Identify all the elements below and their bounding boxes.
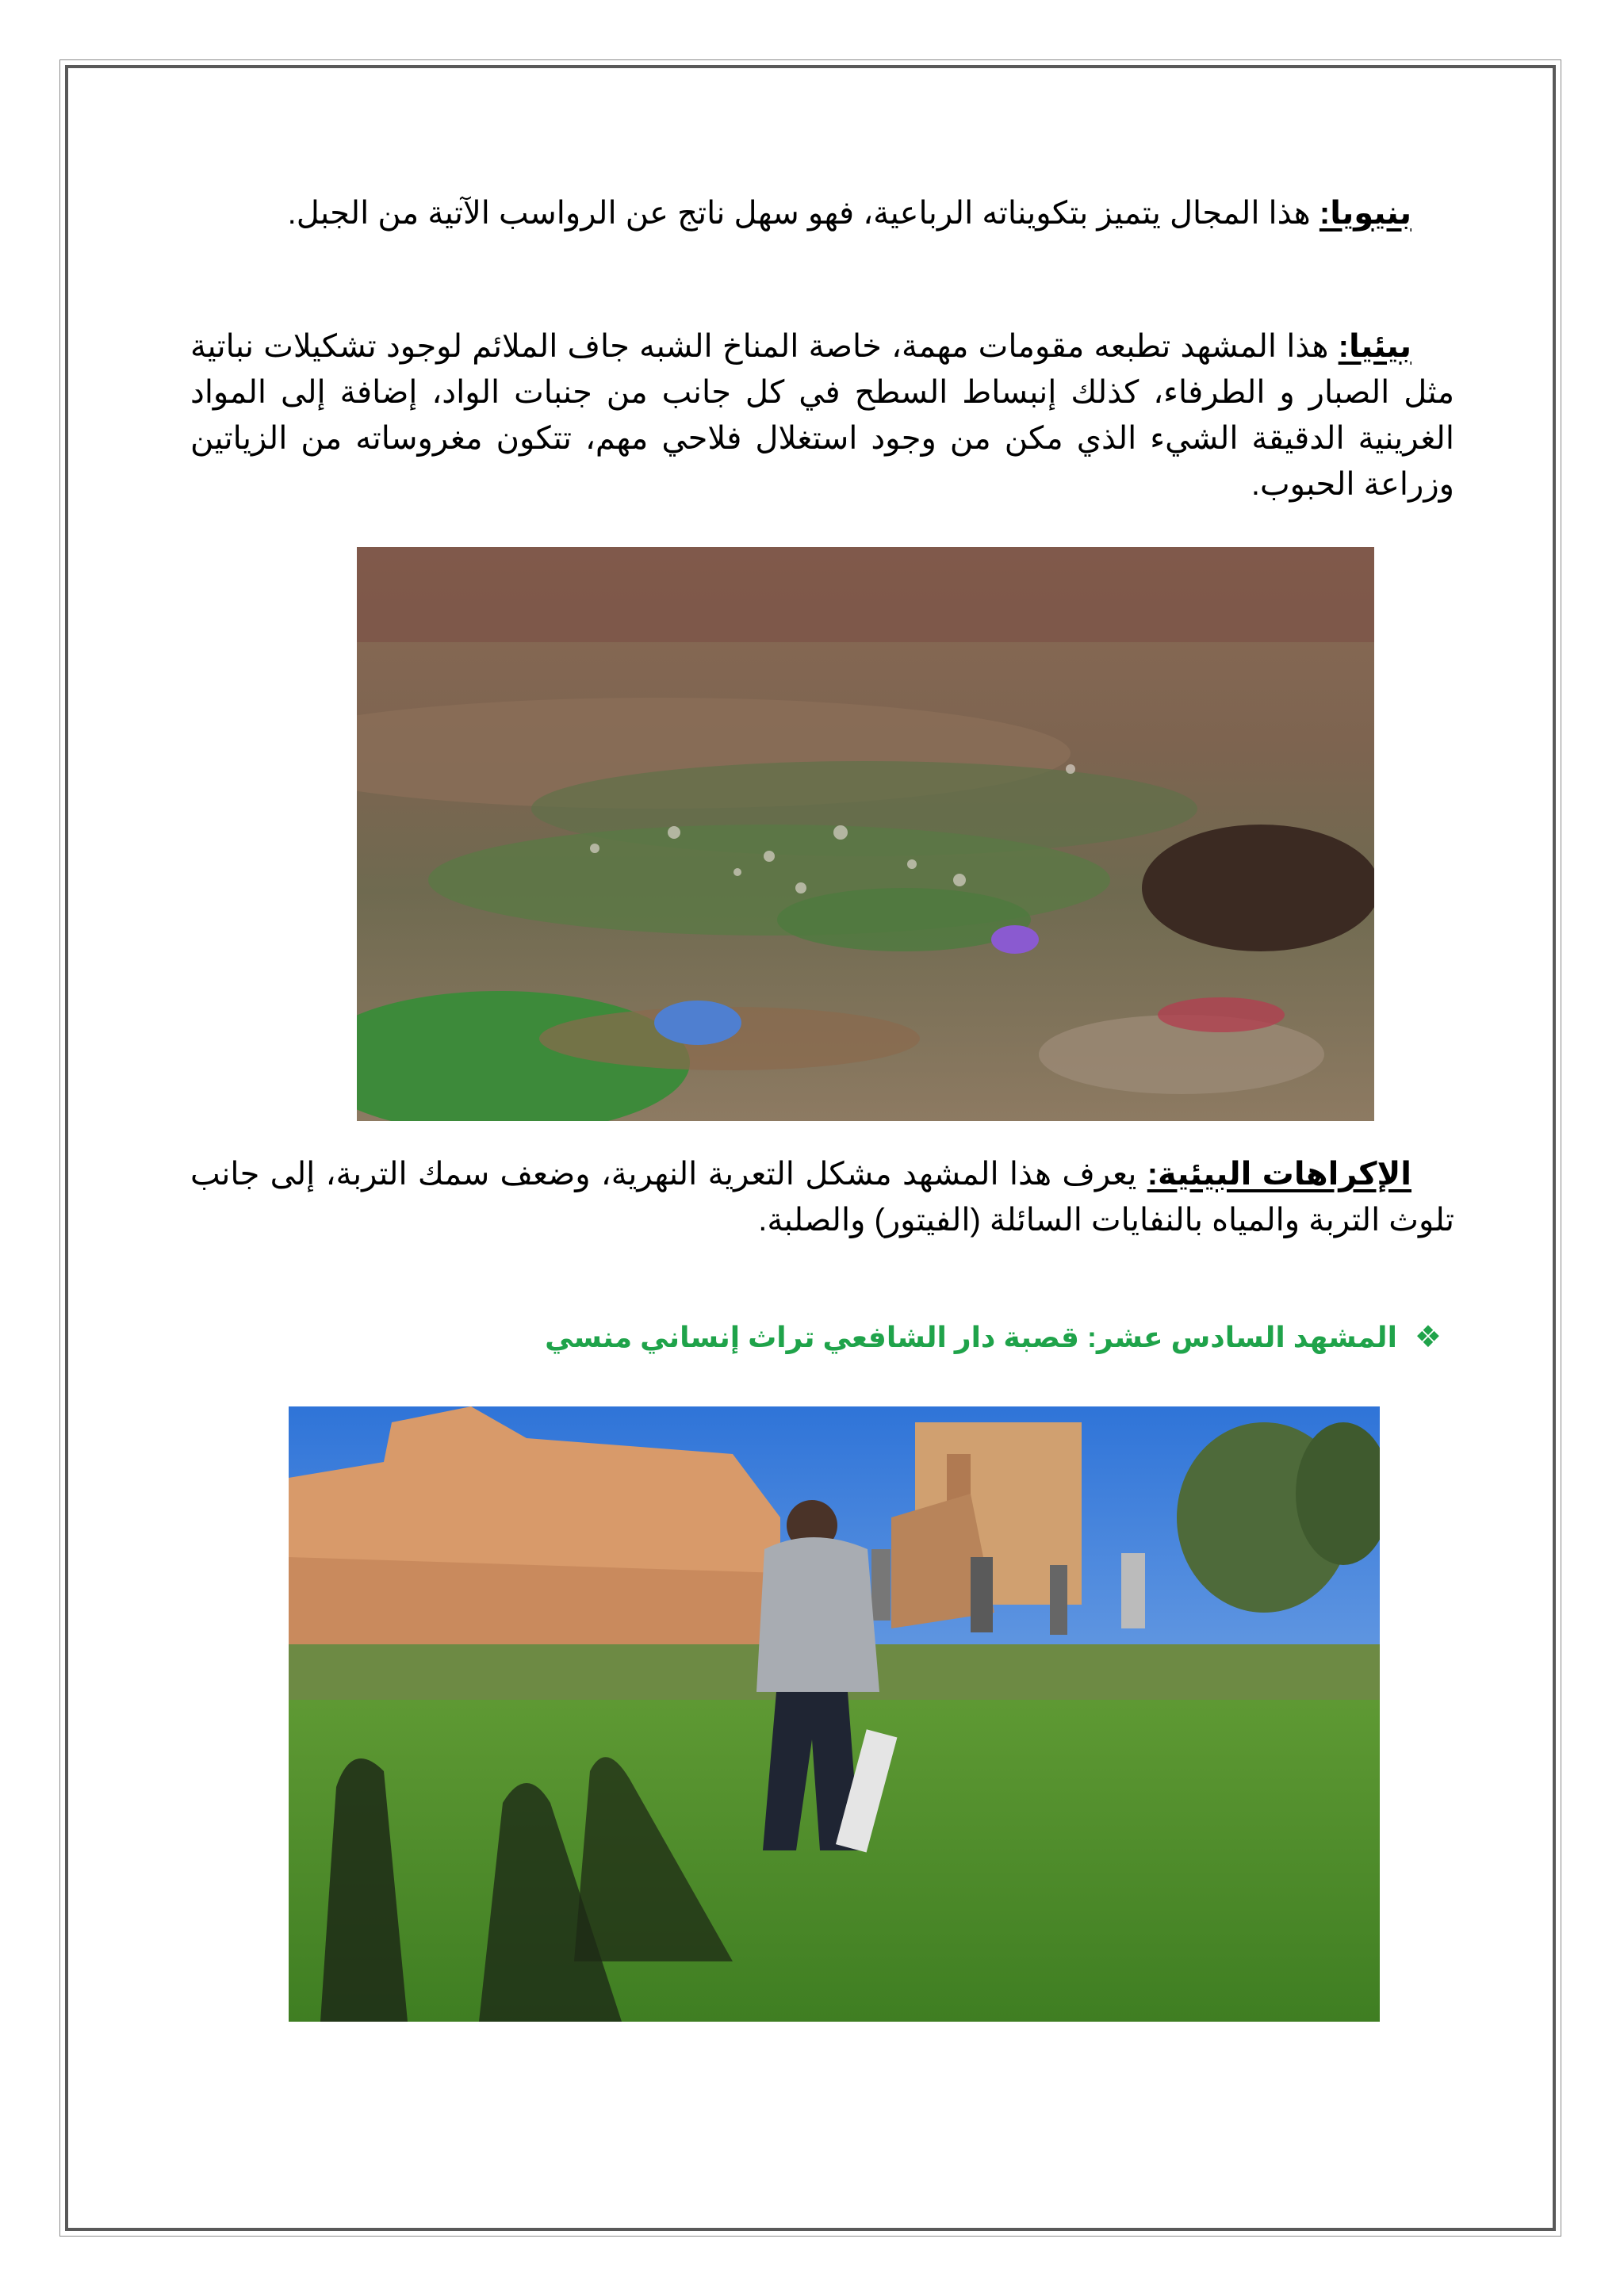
photo-riverbank-waste: [357, 547, 1374, 1121]
section-heading: [545, 1319, 1442, 1355]
paragraph-constraints: [190, 1151, 1454, 1243]
constraints-text: يعرف هذا المشهد مشكل التعرية النهرية، وضعف سمك التربة، إلى جانب تلوث التربة والمياه بالنفايات السائلة (الفيتور) والصلبة.: [190, 1157, 1454, 1238]
diamond-bullet-icon: ❖: [1414, 1321, 1442, 1354]
term-geology: بنيويا:: [1319, 196, 1411, 231]
environment-text: هذا المشهد تطبعه مقومات مهمة، خاصة المناخ الشبه جاف الملائم لوجود تشكيلات نباتية مثل الصبار و الطرفاء، كذلك إنبساط السطح في كل جانب من جنبات الواد، إضافة إلى المواد الغرينية الدقيقة الشيء الذي مكن من وجود استغلال فلاحي مهم، تتكون مغروساته من الزياتين وزراعة الحبوب.: [190, 329, 1454, 502]
term-environment: بيئيا:: [1338, 329, 1411, 364]
geology-text: هذا المجال يتميز بتكويناته الرباعية، فهو سهل ناتج عن الرواسب الآتية من الجبل.: [287, 196, 1320, 231]
section-heading-text: المشهد السادس عشر: قصبة دار الشافعي تراث إنساني منسي: [545, 1320, 1397, 1353]
term-constraints: الإكراهات البيئية:: [1147, 1157, 1411, 1192]
paragraph-geology: [190, 190, 1454, 236]
photo-kasbah-dar-chafai: [289, 1406, 1380, 2022]
paragraph-environment: [190, 323, 1454, 507]
